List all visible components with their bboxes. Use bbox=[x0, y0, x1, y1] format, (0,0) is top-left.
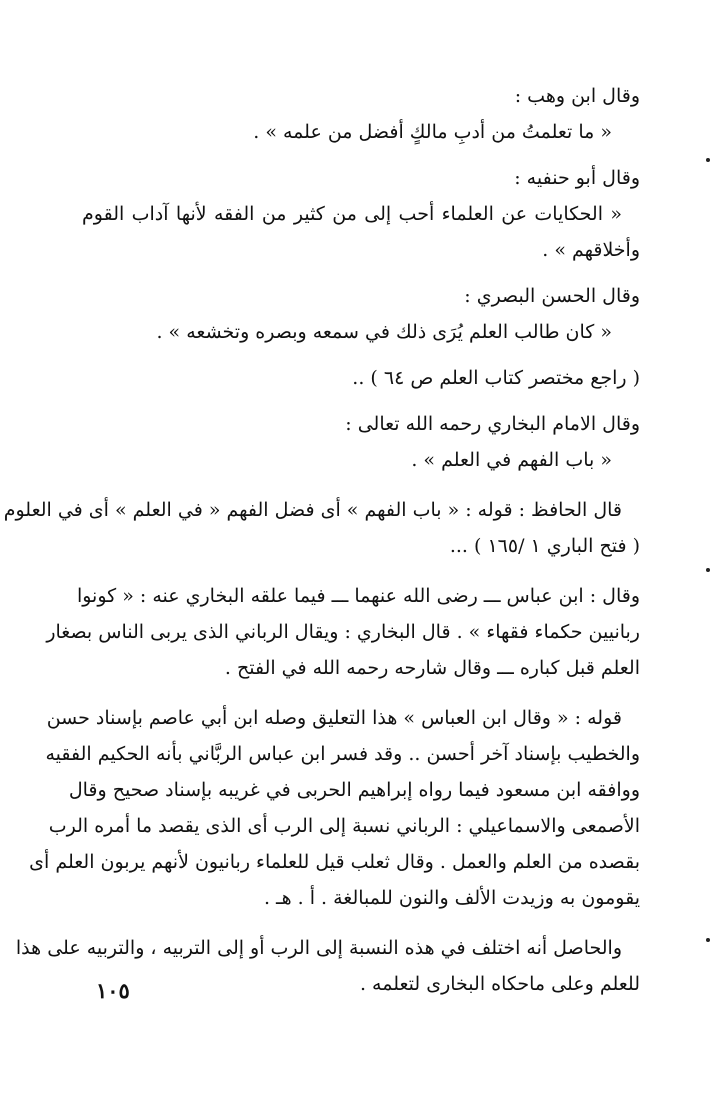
body-line: ربانيين حكماء فقهاء » . قال البخاري : ويقال الرباني الذى يربى الناس بصغار bbox=[46, 621, 640, 643]
paragraph-reference bbox=[82, 360, 640, 396]
chapter-title-line: « باب الفهم في العلم » . bbox=[411, 449, 612, 471]
page-body bbox=[3, 78, 640, 1002]
speaker-line: وقال أبو حنفيه : bbox=[514, 167, 640, 189]
paragraph-abu-hanifa bbox=[82, 160, 640, 268]
paragraph-commentary bbox=[29, 700, 640, 916]
paragraph-bukhari bbox=[82, 406, 640, 478]
body-line: وقال : ابن عباس ـــ رضى الله عنهما ـــ فيما علقه البخاري عنه : « كونوا bbox=[76, 585, 640, 607]
body-line: قوله : « وقال ابن العباس » هذا التعليق وصله ابن أبي عاصم بإسناد حسن bbox=[46, 707, 622, 729]
quote-line: « الحكايات عن العلماء أحب إلى من كثير من الفقه لأنها آداب القوم bbox=[82, 203, 622, 225]
body-line: والحاصل أنه اختلف في هذه النسبة إلى الرب أو إلى التربيه ، والتربيه على هذا bbox=[15, 937, 622, 959]
body-line: ووافقه ابن مسعود فيما رواه إبراهيم الحربى في غريبه بإسناد صحيح وقال bbox=[68, 779, 640, 801]
speaker-line: وقال الحسن البصري : bbox=[464, 285, 640, 307]
speaker-line: وقال ابن وهب : bbox=[514, 85, 640, 107]
body-line: العلم قبل كباره ـــ وقال شارحه رحمه الله في الفتح . bbox=[224, 657, 640, 679]
page-number: ١٠٥ bbox=[96, 978, 130, 1003]
margin-dot bbox=[706, 158, 710, 162]
body-line: يقومون به وزيدت الألف والنون للمبالغة . أ . هـ . bbox=[263, 887, 640, 909]
body-line: والخطيب بإسناد آخر أحسن .. وقد فسر ابن عباس الربَّاني بأنه الحكيم الفقيه bbox=[45, 743, 640, 765]
paragraph-ibn-wahb bbox=[82, 78, 640, 150]
reference-line: ( راجع مختصر كتاب العلم ص ٦٤ ) .. bbox=[352, 367, 640, 389]
reference-line: ( فتح الباري ١ /١٦٥ ) ... bbox=[449, 535, 640, 557]
quote-line: « كان طالب العلم يُرَى ذلك في سمعه وبصره وتخشعه » . bbox=[156, 321, 612, 343]
paragraph-hafiz bbox=[3, 492, 640, 564]
body-line: للعلم وعلى ماحكاه البخارى لتعلمه . bbox=[359, 973, 640, 995]
commentary-line: قال الحافظ : قوله : « باب الفهم » أى فضل الفهم « في العلم » أى في العلوم bbox=[3, 499, 622, 521]
body-line: الأصمعى والاسماعيلي : الرباني نسبة إلى الرب أى الذى يقصد ما أمره الرب bbox=[48, 815, 640, 837]
quote-line: « ما تعلمتُ من أدبِ مالكٍ أفضل من علمه » . bbox=[253, 121, 612, 143]
speaker-line: وقال الامام البخاري رحمه الله تعالى : bbox=[345, 413, 640, 435]
paragraph-hasan-basri bbox=[82, 278, 640, 350]
body-line: بقصده من العلم والعمل . وقال ثعلب قيل للعلماء ربانيون لأنهم يربون العلم أى bbox=[29, 851, 640, 873]
paragraph-ibn-abbas bbox=[46, 578, 640, 686]
quote-line: وأخلاقهم » . bbox=[542, 239, 640, 261]
margin-dot bbox=[706, 568, 710, 572]
paragraph-conclusion bbox=[15, 930, 640, 1002]
margin-dot bbox=[706, 938, 710, 942]
